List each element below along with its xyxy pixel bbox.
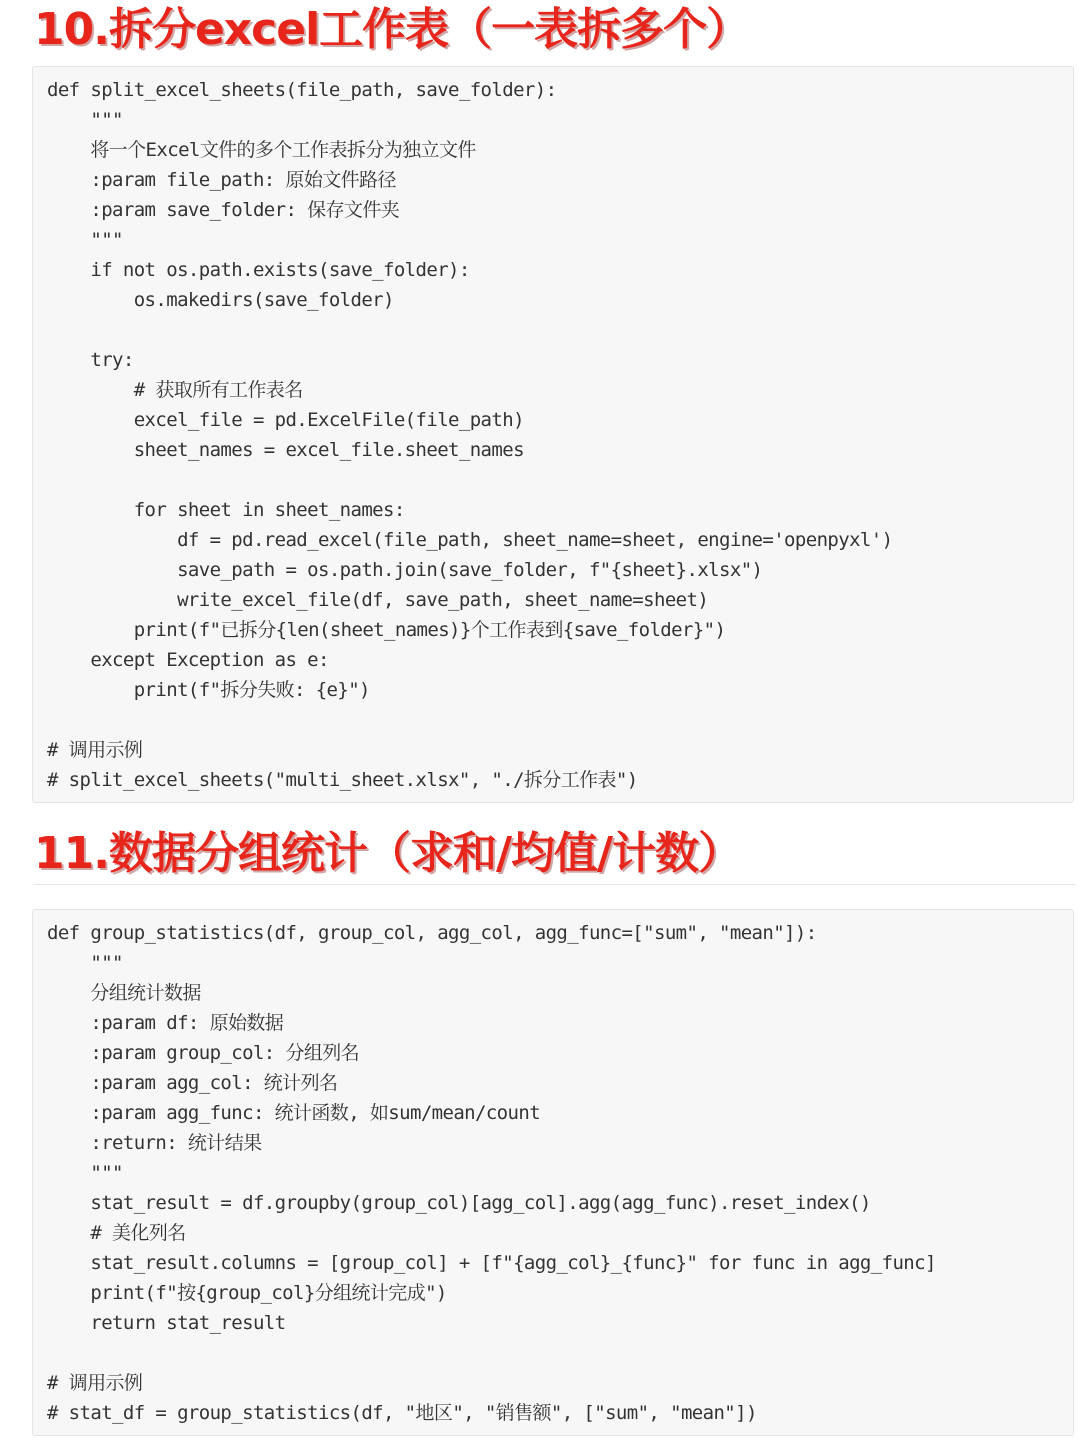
code-line: 将一个Excel文件的多个工作表拆分为独立文件	[47, 139, 476, 161]
code-line: print(f"按{group_col}分组统计完成")	[47, 1282, 447, 1304]
code-line: print(f"已拆分{len(sheet_names)}个工作表到{save_folder}")	[47, 619, 726, 641]
code-line: # 调用示例	[47, 1372, 143, 1394]
code-line	[47, 1338, 1073, 1368]
code-line: # 获取所有工作表名	[47, 379, 303, 401]
code-line: stat_result = df.groupby(group_col)[agg_col].agg(agg_func).reset_index()	[47, 1192, 871, 1214]
code-line: 分组统计数据	[47, 982, 201, 1004]
code-line: stat_result.columns = [group_col] + [f"{agg_col}_{func}" for func in agg_func]	[47, 1252, 936, 1274]
code-line: """	[47, 109, 123, 131]
code-line: excel_file = pd.ExcelFile(file_path)	[47, 409, 524, 431]
code-block-group-statistics	[32, 909, 1074, 1436]
code-line: def split_excel_sheets(file_path, save_folder):	[47, 79, 557, 101]
code-line: """	[47, 1162, 123, 1184]
code-line: try:	[47, 349, 134, 371]
code-line: :param save_folder: 保存文件夹	[47, 199, 400, 221]
code-line: """	[47, 229, 123, 251]
section-heading-10: 10.拆分excel工作表（一表拆多个）	[34, 4, 750, 55]
code-line: if not os.path.exists(save_folder):	[47, 259, 470, 281]
code-line	[47, 315, 1073, 345]
code-line: :return: 统计结果	[47, 1132, 262, 1154]
code-line: # split_excel_sheets("multi_sheet.xlsx", "./拆分工作表")	[47, 769, 638, 791]
code-line: sheet_names = excel_file.sheet_names	[47, 439, 524, 461]
section-heading-11: 11.数据分组统计（求和/均值/计数）	[34, 828, 742, 879]
code-line: :param group_col: 分组列名	[47, 1042, 360, 1064]
code-line: # 调用示例	[47, 739, 143, 761]
code-line: write_excel_file(df, save_path, sheet_name=sheet)	[47, 589, 709, 611]
code-line: # stat_df = group_statistics(df, "地区", "销售额", ["sum", "mean"])	[47, 1402, 757, 1424]
code-block-split-excel-sheets	[32, 66, 1074, 803]
code-line: for sheet in sheet_names:	[47, 499, 405, 521]
code-line: # 美化列名	[47, 1222, 186, 1244]
code-line: except Exception as e:	[47, 649, 329, 671]
code-line: save_path = os.path.join(save_folder, f"{sheet}.xlsx")	[47, 559, 763, 581]
code-line	[47, 705, 1073, 735]
heading-divider	[34, 884, 1076, 885]
code-line: def group_statistics(df, group_col, agg_col, agg_func=["sum", "mean"]):	[47, 922, 817, 944]
code-line: :param file_path: 原始文件路径	[47, 169, 396, 191]
code-line: """	[47, 952, 123, 974]
code-line	[47, 465, 1073, 495]
code-line: print(f"拆分失败: {e}")	[47, 679, 370, 701]
code-line: :param df: 原始数据	[47, 1012, 284, 1034]
code-line: :param agg_func: 统计函数, 如sum/mean/count	[47, 1102, 541, 1124]
code-line: return stat_result	[47, 1312, 286, 1334]
code-line: :param agg_col: 统计列名	[47, 1072, 338, 1094]
code-line: os.makedirs(save_folder)	[47, 289, 394, 311]
code-line: df = pd.read_excel(file_path, sheet_name=sheet, engine='openpyxl')	[47, 529, 893, 551]
